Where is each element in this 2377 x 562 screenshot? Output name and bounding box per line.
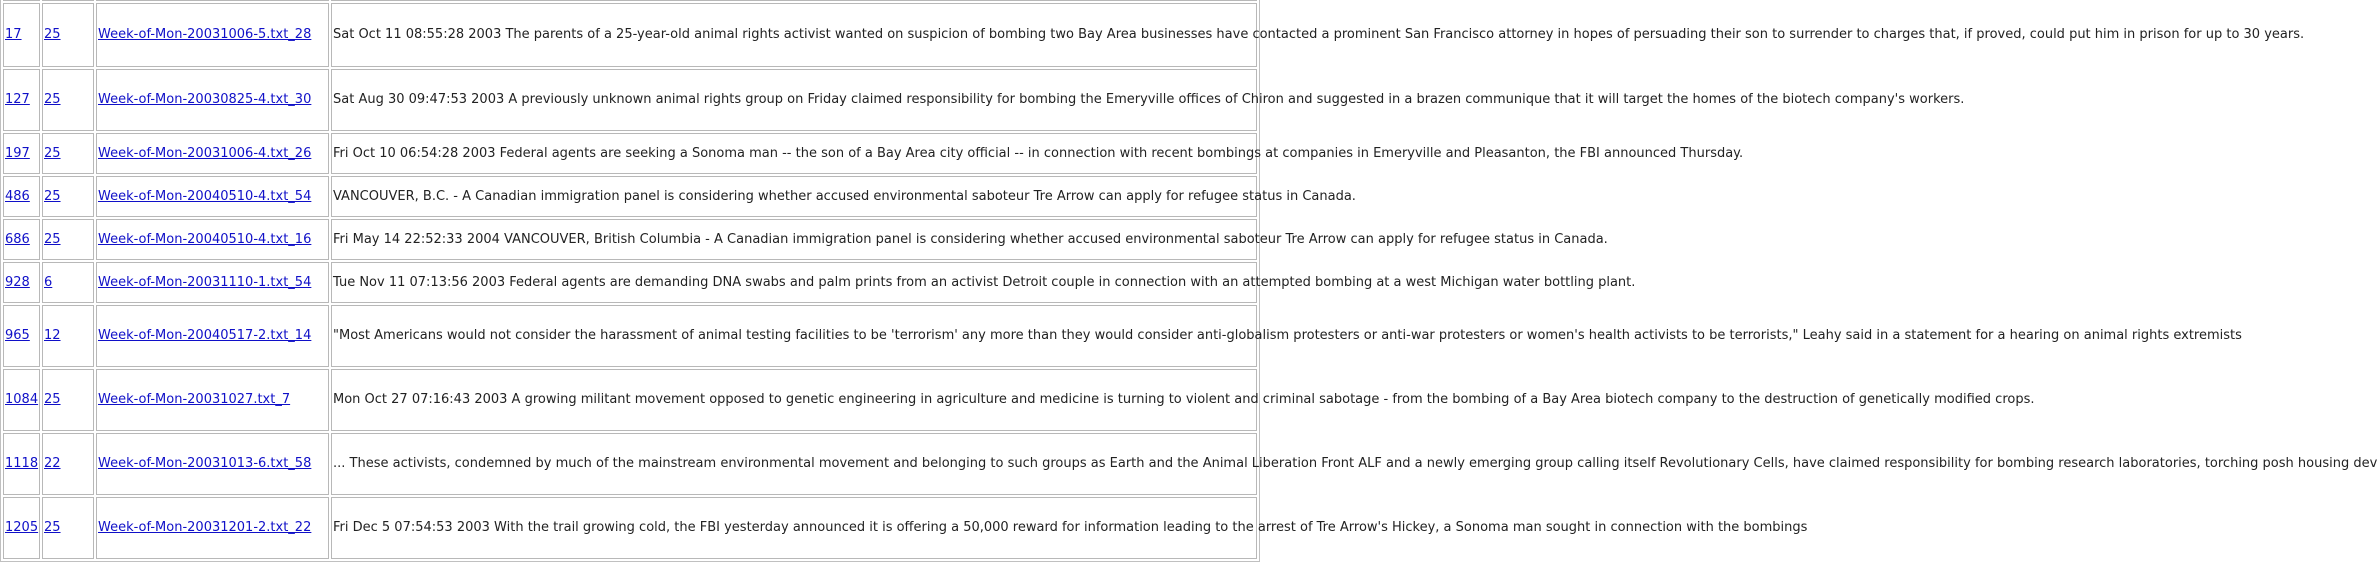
doc-id-link[interactable]: 928 (5, 274, 30, 290)
table-row-previous-partial (3, 0, 1257, 1)
snippet-text: Sat Aug 30 09:47:53 2003 A previously unknown animal rights group on Friday claimed responsibility for bombing the Emeryville offices of Chiron and suggested in a brazen communique that it will target the homes of the biotech company's workers. (331, 69, 1257, 131)
snippet-text: Tue Nov 11 07:13:56 2003 Federal agents are demanding DNA swabs and palm prints from an activist Detroit couple in connection with an attempted bombing at a west Michigan water bottling plant. (331, 262, 1257, 303)
snippet-text: Sat Oct 11 08:55:28 2003 The parents of a 25-year-old animal rights activist wanted on suspicion of bombing two Bay Area businesses have contacted a prominent San Francisco attorney in hopes of persuading their son to surrender to charges that, if proved, could put him in prison for up to 30 years. (331, 3, 1257, 67)
table-row (3, 3, 1257, 67)
doc-id-cell (3, 305, 40, 367)
table-row (3, 176, 1257, 217)
snippet-text: ... These activists, condemned by much of the mainstream environmental movement and belonging to such groups as Earth and the Animal Liberation Front ALF and a newly emerging group calling itself Revolutionary Cells, have claimed responsibility for bombing research laboratories, torching posh housing dev (331, 433, 1257, 495)
file-link[interactable]: Week-of-Mon-20031006-5.txt_28 (98, 27, 312, 42)
score-cell (42, 69, 94, 131)
score-cell (42, 305, 94, 367)
score-cell (42, 433, 94, 495)
file-cell (96, 262, 329, 303)
doc-id-cell (3, 133, 40, 174)
file-link[interactable]: Week-of-Mon-20031006-4.txt_26 (98, 145, 312, 161)
score-link[interactable]: 25 (44, 520, 61, 535)
score-link[interactable]: 22 (44, 456, 61, 471)
score-link[interactable]: 6 (44, 274, 53, 290)
doc-id-link[interactable]: 486 (5, 188, 30, 204)
file-link[interactable]: Week-of-Mon-20040510-4.txt_54 (98, 188, 312, 204)
file-link[interactable]: Week-of-Mon-20031110-1.txt_54 (98, 274, 312, 290)
file-cell (96, 133, 329, 174)
table-cell (42, 0, 94, 1)
file-link[interactable]: Week-of-Mon-20030825-4.txt_30 (98, 92, 312, 107)
doc-id-cell (3, 3, 40, 67)
score-cell (42, 262, 94, 303)
doc-id-cell (3, 69, 40, 131)
file-cell (96, 219, 329, 260)
file-cell (96, 369, 329, 431)
score-link[interactable]: 12 (44, 328, 61, 343)
doc-id-link[interactable]: 197 (5, 145, 30, 161)
score-link[interactable]: 25 (44, 231, 61, 247)
table-row (3, 133, 1257, 174)
file-cell (96, 69, 329, 131)
file-link[interactable]: Week-of-Mon-20031201-2.txt_22 (98, 520, 312, 535)
file-cell (96, 433, 329, 495)
file-link[interactable]: Week-of-Mon-20031027.txt_7 (98, 392, 291, 407)
doc-id-cell (3, 369, 40, 431)
doc-id-link[interactable]: 686 (5, 231, 30, 247)
table-row (3, 497, 1257, 559)
doc-id-cell (3, 433, 40, 495)
score-cell (42, 369, 94, 431)
table-row (3, 219, 1257, 260)
table-cell (3, 0, 40, 1)
doc-id-cell (3, 262, 40, 303)
file-cell (96, 3, 329, 67)
score-link[interactable]: 25 (44, 392, 61, 407)
file-cell (96, 176, 329, 217)
snippet-text: Fri Dec 5 07:54:53 2003 With the trail growing cold, the FBI yesterday announced it is offering a 50,000 reward for information leading to the arrest of Tre Arrow's Hickey, a Sonoma man sought in connection with the bombings (331, 497, 1257, 559)
score-link[interactable]: 25 (44, 145, 61, 161)
file-link[interactable]: Week-of-Mon-20031013-6.txt_58 (98, 456, 312, 471)
snippet-text: "Most Americans would not consider the harassment of animal testing facilities to be 'terrorism' any more than they would consider anti-globalism protesters or anti-war protesters or women's health activists to be terrorists," Leahy said in a statement for a hearing on animal rights extremists (331, 305, 1257, 367)
doc-id-link[interactable]: 1118 (5, 456, 39, 471)
snippet-text: Fri Oct 10 06:54:28 2003 Federal agents are seeking a Sonoma man -- the son of a Bay Area city official -- in connection with recent bombings at companies in Emeryville and Pleasanton, the FBI announced Thursday. (331, 133, 1257, 174)
table-row (3, 262, 1257, 303)
score-cell (42, 3, 94, 67)
doc-id-link[interactable]: 1084 (5, 392, 39, 407)
snippet-text: Mon Oct 27 07:16:43 2003 A growing militant movement opposed to genetic engineering in agriculture and medicine is turning to violent and criminal sabotage - from the bombing of a Bay Area biotech company to the destruction of genetically modified crops. (331, 369, 1257, 431)
score-link[interactable]: 25 (44, 27, 61, 42)
table-cell (331, 0, 1257, 1)
table-row (3, 433, 1257, 495)
doc-id-link[interactable]: 17 (5, 27, 22, 42)
doc-id-cell (3, 219, 40, 260)
doc-id-link[interactable]: 127 (5, 92, 30, 107)
score-cell (42, 497, 94, 559)
file-link[interactable]: Week-of-Mon-20040510-4.txt_16 (98, 231, 312, 247)
file-link[interactable]: Week-of-Mon-20040517-2.txt_14 (98, 328, 312, 343)
snippet-text: VANCOUVER, B.C. - A Canadian immigration panel is considering whether accused environmental saboteur Tre Arrow can apply for refugee status in Canada. (331, 176, 1257, 217)
score-link[interactable]: 25 (44, 92, 61, 107)
snippet-text: Fri May 14 22:52:33 2004 VANCOUVER, British Columbia - A Canadian immigration panel is considering whether accused environmental saboteur Tre Arrow can apply for refugee status in Canada. (331, 219, 1257, 260)
file-cell (96, 497, 329, 559)
score-cell (42, 133, 94, 174)
table-row (3, 305, 1257, 367)
score-cell (42, 176, 94, 217)
table-row (3, 69, 1257, 131)
table-cell (96, 0, 329, 1)
doc-id-cell (3, 176, 40, 217)
doc-id-link[interactable]: 1205 (5, 520, 39, 535)
score-cell (42, 219, 94, 260)
file-cell (96, 305, 329, 367)
score-link[interactable]: 25 (44, 188, 61, 204)
doc-id-link[interactable]: 965 (5, 328, 30, 343)
table-row (3, 369, 1257, 431)
doc-id-cell (3, 497, 40, 559)
